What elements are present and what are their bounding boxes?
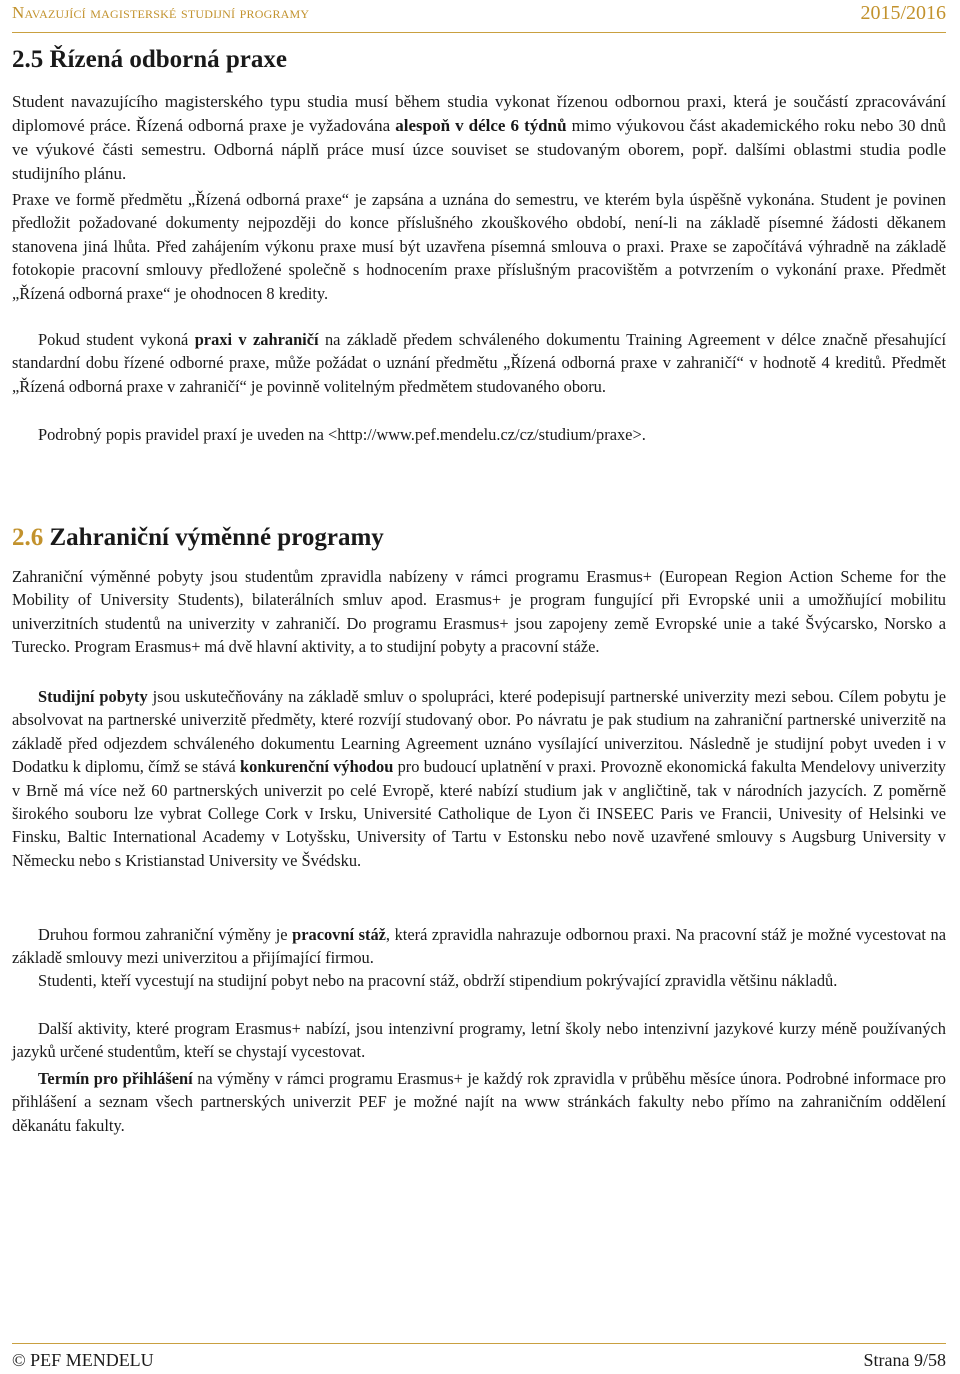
paragraph: Další aktivity, které program Erasmus+ nabízí, jsou intenzivní programy, letní školy nebo intenzivní jazykové kurzy méně používaných jazyků určené studentům, kteří se chystají vycestovat. bbox=[12, 1019, 946, 1062]
section-title: Řízená odborná praxe bbox=[49, 46, 287, 73]
paragraph: Praxe ve formě předmětu „Řízená odborná praxe“ je zapsána a uznána do semestru, ve kterém byla úspěšně vykonána. Student je povinen předložit požadované dokumenty nejpozději do konce příslušného zkouškového období, není-li na základě písemné žádosti děkanem stanovena jiná lhůta. Před zahájením výkonu praxe musí být uzavřena písemná smlouva o praxi. Praxe se započítává výhradně na základě fotokopie pracovní smlouvy předložené společně s hodnocením praxe příslušným pracovištěm a potvrzením o vykonání praxe. Předmět „Řízená odborná praxe“ je ohodnocen 8 kredity. bbox=[12, 190, 946, 303]
paragraph: Podrobný popis pravidel praxí je uveden na <http://www.pef.mendelu.cz/cz/studium/praxe>. bbox=[38, 425, 646, 444]
bold-text: konkurenční výhodou bbox=[240, 757, 394, 777]
paragraph bbox=[12, 90, 946, 186]
section-number: 2.6 bbox=[12, 524, 44, 551]
paragraph bbox=[12, 1067, 946, 1137]
paragraph bbox=[12, 685, 946, 872]
section-title: Zahraniční výměnné programy bbox=[49, 524, 384, 551]
paragraph bbox=[12, 923, 946, 970]
bold-text: Studijní pobyty bbox=[38, 687, 148, 706]
bold-text: alespoň v délce 6 týdnů bbox=[395, 116, 567, 135]
paragraph: Zahraniční výměnné pobyty jsou studentům zpravidla nabízeny v rámci programu Erasmus+ (European Region Action Scheme for the Mobility of University Students), bilaterálních smluv apod. Erasmus+ je program fungující při Evropské unii a umožňující mobilitu univerzitních studentů na univerzity v zahraničí. Do programu Erasmus+ jsou zapojeny země Evropské unie a také Švýcarsko, Norsko a Turecko. Program Erasmus+ má dvě hlavní aktivity, a to studijní pobyty a pracovní stáže. bbox=[12, 567, 946, 657]
section-number: 2.5 bbox=[12, 46, 44, 73]
footer-copyright: © PEF MENDELU bbox=[12, 1350, 154, 1370]
text-run: jsou uskutečňovány na základě smluv o spolupráci, které podepisují partnerské univerzity mezi sebou. Cílem pobytu je absolvovat na partnerské univerzitě předměty, které rozvíjí studovaný obor. Po návratu je pak studium na zahraniční partnerské univerzitě na základě před odjezdem schváleného dokumentu Learning Agreement uznáno vysílající univerzitou. Následně je studijní pobyt uveden i v Dodatku k diplomu, čímž se stává bbox=[12, 687, 946, 777]
paragraph bbox=[12, 328, 946, 398]
document-page bbox=[12, 0, 946, 1374]
text-run: na výměny v rámci programu Erasmus+ je každý rok zpravidla v průběhu měsíce února. Podrobné informace pro přihlášení a seznam všech partnerských univerzit PEF je možné najít na www stránkách fakulty nebo přímo na zahraničním oddělení děkanátu fakulty. bbox=[12, 1069, 946, 1135]
page-footer bbox=[12, 1343, 946, 1370]
bold-text: Termín pro přihlášení bbox=[38, 1069, 193, 1088]
page-header bbox=[12, 2, 946, 33]
header-academic-year: 2015/2016 bbox=[860, 2, 946, 24]
text-run: Pokud student vykoná bbox=[38, 330, 195, 349]
bold-text: pracovní stáž bbox=[292, 925, 386, 944]
paragraph: Studenti, kteří vycestují na studijní pobyt nebo na pracovní stáž, obdrží stipendium pokrývající zpravidla většinu nákladů. bbox=[38, 971, 838, 990]
text-run: , která zpravidla nahrazuje odbornou praxi. Na pracovní stáž je možné vycestovat na základě smlouvy mezi univerzitou a přijímající firmou. bbox=[12, 925, 947, 968]
section-heading-2-6 bbox=[12, 524, 384, 552]
footer-page-number: Strana 9/58 bbox=[863, 1350, 946, 1370]
bold-text: praxi v zahraničí bbox=[194, 330, 319, 349]
text-run: mimo výukovou část akademického roku nebo 30 dnů ve výukové části semestru. Odborná náplň práce musí úzce souviset se studovaným oborem, popř. dalšími oblastmi studia podle studijního plánu. bbox=[12, 116, 946, 183]
text-run: na základě předem schváleného dokumentu Training Agreement v délce značně přesahující standardní dobu řízené odborné praxe, může požádat o uznání předmětu „Řízená odborná praxe v zahraničí“ v hodnotě 4 kreditů. Předmět „Řízená odborná praxe v zahraničí“ je povinně volitelným předmětem studovaného oboru. bbox=[12, 330, 947, 396]
text-run: Druhou formou zahraniční výměny je bbox=[38, 925, 293, 944]
section-heading-2-5 bbox=[12, 46, 287, 74]
text-run: pro budoucí uplatnění v praxi. Provozně ekonomická fakulta Mendelovy univerzity v Brně má více než 60 partnerských univerzit po celé Evropě, které nabízí studium jak v angličtině, tak v národních jazycích. Z poměrně širokého souboru lze vybrat College Cork v Irsku, Université Catholique de Lyon či INSEEC Paris ve Francii, Univesity of Helsinki ve Finsku, Baltic International Academy v Lotyšsku, University of Tartu v Estonsku nebo nově uzavřené smlouvy s Augsburg University v Německu nebo s Kristianstad University ve Švédsku. bbox=[12, 757, 946, 870]
text-run: Student navazujícího magisterského typu studia musí během studia vykonat řízenou odbornou praxi, která je součástí zpracovávání diplomové práce. Řízená odborná praxe je vyžadována bbox=[12, 92, 946, 135]
header-program-title: Navazující magisterské studijní programy bbox=[12, 3, 310, 22]
